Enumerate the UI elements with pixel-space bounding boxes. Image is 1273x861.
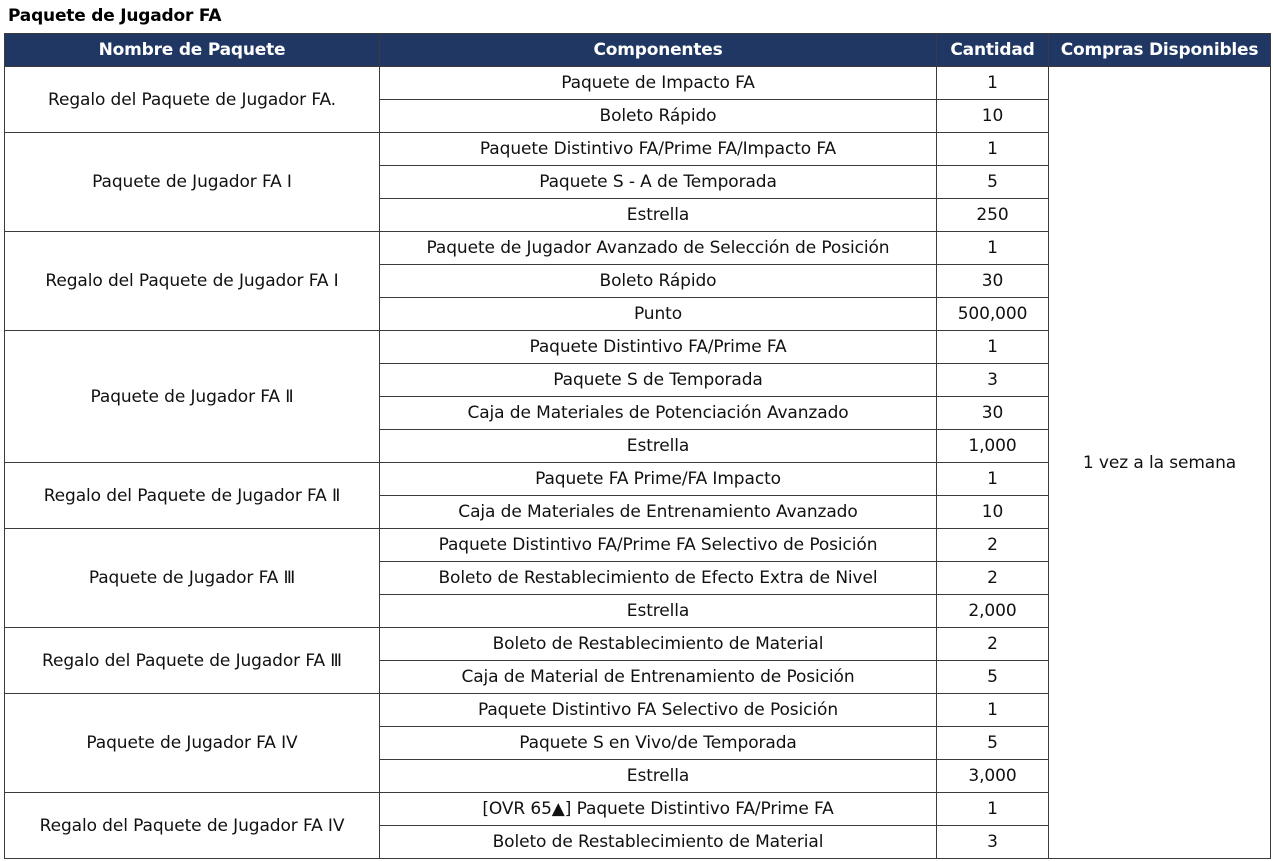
component-cell: Caja de Material de Entrenamiento de Posición	[380, 661, 937, 694]
component-cell: Estrella	[380, 430, 937, 463]
package-name-cell: Regalo del Paquete de Jugador FA Ⅲ	[5, 628, 380, 694]
component-cell: Boleto de Restablecimiento de Material	[380, 826, 937, 859]
quantity-cell: 5	[937, 661, 1049, 694]
component-cell: Punto	[380, 298, 937, 331]
component-cell: Estrella	[380, 595, 937, 628]
quantity-cell: 10	[937, 100, 1049, 133]
component-cell: Paquete Distintivo FA Selectivo de Posición	[380, 694, 937, 727]
quantity-cell: 2	[937, 562, 1049, 595]
component-cell: Paquete S - A de Temporada	[380, 166, 937, 199]
package-name-cell: Regalo del Paquete de Jugador FA.	[5, 67, 380, 133]
component-cell: Estrella	[380, 760, 937, 793]
component-cell: Paquete Distintivo FA/Prime FA Selectivo de Posición	[380, 529, 937, 562]
component-cell: Paquete Distintivo FA/Prime FA/Impacto FA	[380, 133, 937, 166]
header-row	[5, 34, 1271, 67]
component-cell: Paquete S en Vivo/de Temporada	[380, 727, 937, 760]
quantity-cell: 2,000	[937, 595, 1049, 628]
package-name-cell: Paquete de Jugador FA Ⅰ	[5, 133, 380, 232]
quantity-cell: 2	[937, 529, 1049, 562]
component-cell: Caja de Materiales de Potenciación Avanzado	[380, 397, 937, 430]
header-components: Componentes	[380, 34, 937, 67]
package-name-cell: Paquete de Jugador FA Ⅱ	[5, 331, 380, 463]
quantity-cell: 3	[937, 826, 1049, 859]
package-name-cell: Regalo del Paquete de Jugador FA Ⅱ	[5, 463, 380, 529]
component-cell: Boleto Rápido	[380, 100, 937, 133]
component-cell: Estrella	[380, 199, 937, 232]
quantity-cell: 1	[937, 331, 1049, 364]
package-name-cell: Regalo del Paquete de Jugador FA Ⅰ	[5, 232, 380, 331]
quantity-cell: 1	[937, 133, 1049, 166]
purchase-limit-cell: 1 vez a la semana	[1049, 67, 1271, 859]
page-title: Paquete de Jugador FA	[8, 6, 222, 26]
table-row	[5, 67, 1271, 100]
quantity-cell: 3	[937, 364, 1049, 397]
component-cell: Boleto Rápido	[380, 265, 937, 298]
component-cell: Paquete FA Prime/FA Impacto	[380, 463, 937, 496]
package-name-cell: Paquete de Jugador FA Ⅲ	[5, 529, 380, 628]
quantity-cell: 1	[937, 694, 1049, 727]
package-name-cell: Paquete de Jugador FA IV	[5, 694, 380, 793]
component-cell: [OVR 65▲] Paquete Distintivo FA/Prime FA	[380, 793, 937, 826]
quantity-cell: 1	[937, 232, 1049, 265]
quantity-cell: 30	[937, 397, 1049, 430]
package-table	[4, 33, 1271, 859]
quantity-cell: 1	[937, 67, 1049, 100]
header-quantity: Cantidad	[937, 34, 1049, 67]
quantity-cell: 10	[937, 496, 1049, 529]
component-cell: Paquete Distintivo FA/Prime FA	[380, 331, 937, 364]
component-cell: Paquete S de Temporada	[380, 364, 937, 397]
quantity-cell: 3,000	[937, 760, 1049, 793]
quantity-cell: 5	[937, 166, 1049, 199]
component-cell: Boleto de Restablecimiento de Efecto Extra de Nivel	[380, 562, 937, 595]
quantity-cell: 1	[937, 793, 1049, 826]
component-cell: Paquete de Jugador Avanzado de Selección de Posición	[380, 232, 937, 265]
component-cell: Paquete de Impacto FA	[380, 67, 937, 100]
quantity-cell: 500,000	[937, 298, 1049, 331]
component-cell: Boleto de Restablecimiento de Material	[380, 628, 937, 661]
quantity-cell: 1,000	[937, 430, 1049, 463]
header-purchases: Compras Disponibles	[1049, 34, 1271, 67]
package-name-cell: Regalo del Paquete de Jugador FA IV	[5, 793, 380, 859]
quantity-cell: 5	[937, 727, 1049, 760]
quantity-cell: 250	[937, 199, 1049, 232]
quantity-cell: 30	[937, 265, 1049, 298]
quantity-cell: 1	[937, 463, 1049, 496]
quantity-cell: 2	[937, 628, 1049, 661]
header-package-name: Nombre de Paquete	[5, 34, 380, 67]
component-cell: Caja de Materiales de Entrenamiento Avanzado	[380, 496, 937, 529]
